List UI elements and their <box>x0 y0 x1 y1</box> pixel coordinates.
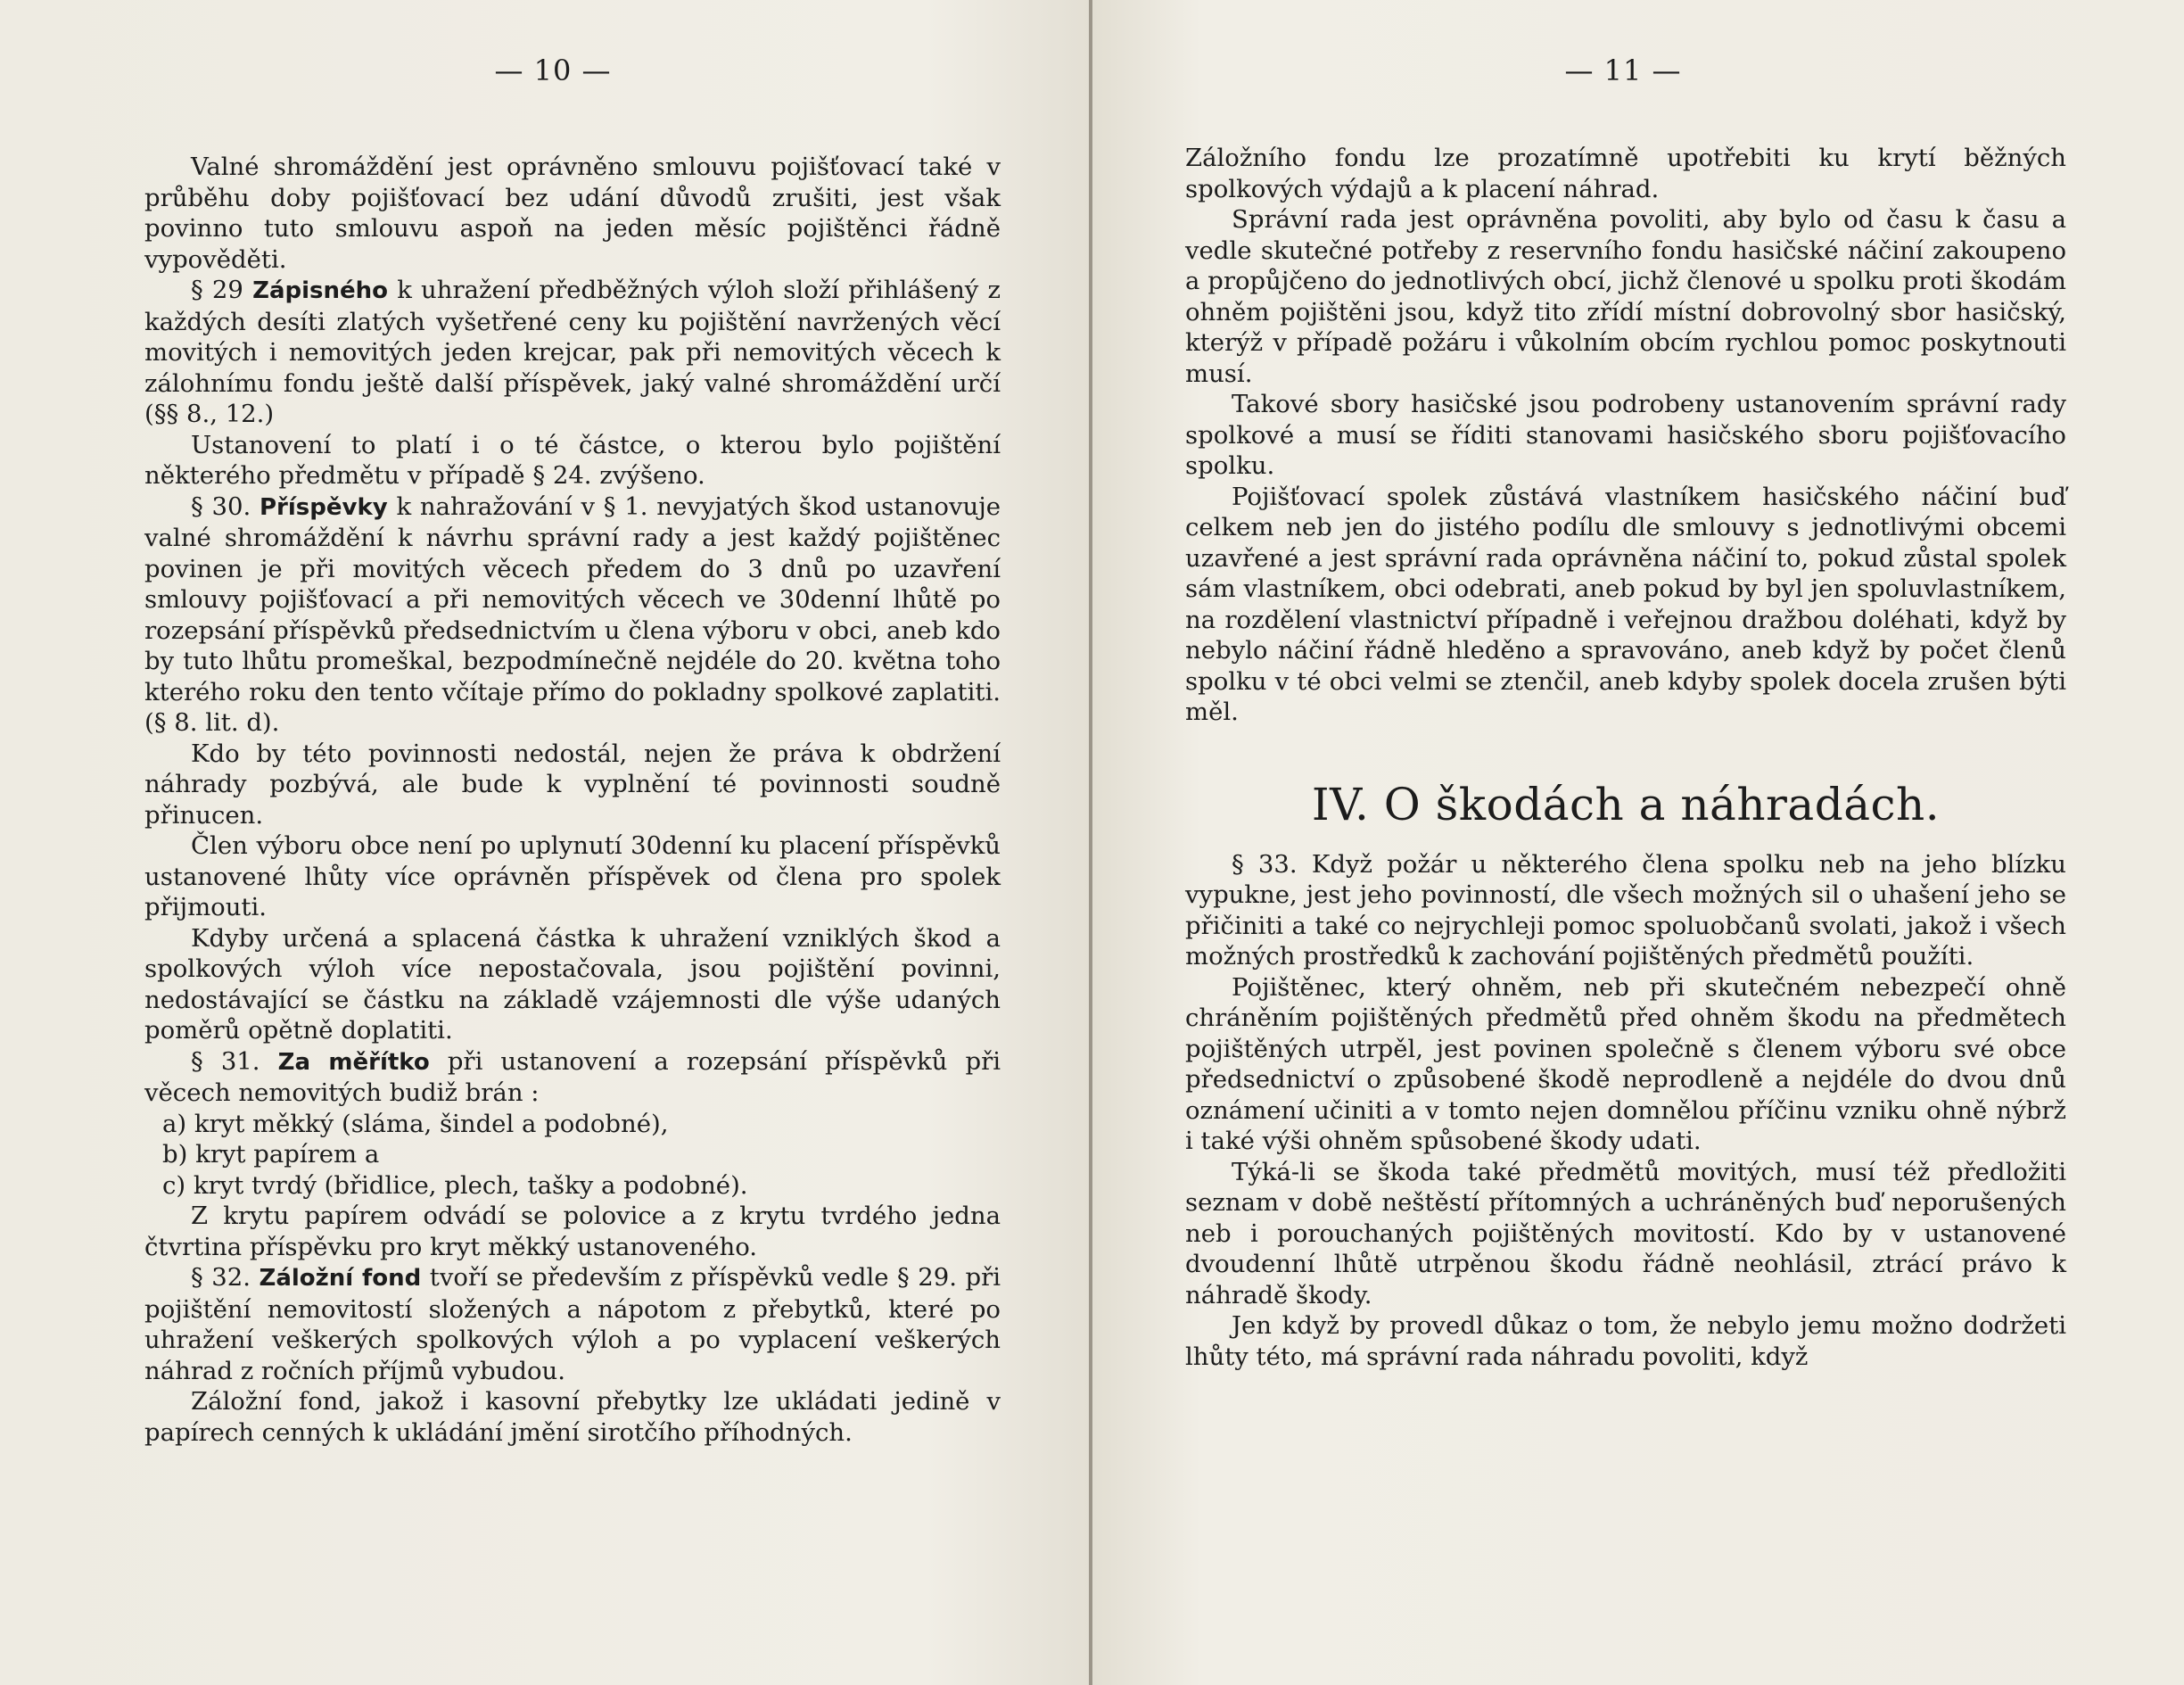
section-number: § 29 <box>191 276 253 304</box>
paragraph-text: při ustanovení a rozepsání příspěvků při věcech nemovitých budiž brán : <box>144 1046 1001 1107</box>
paragraph <box>144 152 1001 275</box>
section-number: § 30. <box>191 491 260 521</box>
paragraph-text: b) kryt papírem a <box>162 1140 380 1169</box>
paragraph-group <box>1185 849 2066 1373</box>
page-body <box>1185 143 2066 1372</box>
paragraph-text: c) kryt tvrdý (břidlice, plech, tašky a podobné). <box>162 1170 748 1200</box>
paragraph-text: Kdo by této povinnosti nedostál, nejen že práva k obdržení náhrady pozbývá, ale bude k vyplnění té povinnosti soudně přinucen. <box>144 739 1001 830</box>
left-page <box>0 0 1090 1685</box>
paragraph-text: Záložní fond, jakož i kasovní přebytky lze ukládati jedině v papírech cenných k ukládání jmění sirotčího příhodných. <box>144 1387 1001 1447</box>
paragraph <box>1185 1157 2066 1311</box>
section-number: § 32. <box>191 1263 260 1292</box>
paragraph-text: Ustanovení to platí i o té částce, o kterou bylo pojištění některého předmětu v případě § 24. zvýšeno. <box>144 430 1001 490</box>
paragraph <box>144 1262 1001 1386</box>
paragraph-text: Člen výboru obce není po uplynutí 30denní ku placení příspěvků ustanovené lhůty více oprávněn příspěvek od člena pro spolek přijmouti. <box>144 831 1001 921</box>
section-keyword: Příspěvky <box>260 493 388 521</box>
page-number: — 10 — <box>494 54 612 87</box>
paragraph-text: Valné shromáždění jest oprávněno smlouvu pojišťovací také v průběhu doby pojišťovací bez udání důvodů zrušiti, jest však povinno tuto smlouvu aspoň na jeden měsíc pojištěnci řádně vypověděti. <box>144 153 1001 274</box>
paragraph <box>144 1170 1001 1202</box>
paragraph <box>144 739 1001 831</box>
paragraph <box>144 1201 1001 1262</box>
paragraph <box>1185 143 2066 204</box>
paragraph <box>144 275 1001 430</box>
paragraph <box>144 923 1001 1046</box>
paragraph-text: a) kryt měkký (sláma, šindel a podobné), <box>162 1109 669 1138</box>
paragraph-text: § 33. Když požár u některého člena spolku neb na jeho blízku vypukne, jest jeho povinností, dle všech možných sil o uhašení jeho se přičiniti a také co nejrychleji pomoc spoluobčanů svolati, jakož i všech možných prostředků k zachování pojištěných předmětů použíti. <box>1185 849 2066 971</box>
paragraph-text: Takové sbory hasičské jsou podrobeny ustanovením správní rady spolkové a musí se říditi stanovami hasičského sboru pojišťovacího spolku. <box>1185 390 2066 480</box>
paragraph-text: Týká-li se škoda také předmětů movitých, musí též předložiti seznam v době neštěstí přítomných a uchráněných buď neporušených neb i porouchaných pojištěných movitostí. Kdo by v ustanovené dvoudenní lhůtě utrpěnou škodu řádně neohlásil, ztrácí právo k náhradě škody. <box>1185 1157 2066 1309</box>
paragraph-group <box>1185 143 2066 728</box>
paragraph <box>1185 1310 2066 1372</box>
section-keyword: Za měřítko <box>277 1048 430 1076</box>
paragraph-text: Záložního fondu lze prozatímně upotřebiti ku krytí běžných spolkových výdajů a k placení náhrad. <box>1185 144 2066 203</box>
paragraph <box>144 491 1001 739</box>
paragraph-text: tvoří se především z příspěvků vedle § 29. při pojištění nemovitostí složených a nápotom z přebytků, které po uhražení veškerých spolkových výloh a po vyplacení veškerých náhrad z ročních příjmů vybudou. <box>144 1263 1001 1385</box>
paragraph-text: Kdyby určená a splacená částka k uhražení vzniklých škod a spolkových výloh více nepostačovala, jsou pojištění povinni, nedostávající se částku na základě vzájemnosti dle výše udaných poměrů opětně doplatiti. <box>144 923 1001 1045</box>
paragraph <box>144 1109 1001 1140</box>
paragraph-text: Jen když by provedl důkaz o tom, že nebylo jemu možno dodržeti lhůty této, má správní rada náhradu povoliti, když <box>1185 1311 2066 1371</box>
paragraph-text: Z krytu papírem odvádí se polovice a z krytu tvrdého jedna čtvrtina příspěvku pro kryt měkký ustanoveného. <box>144 1202 1001 1261</box>
right-page <box>1092 0 2184 1685</box>
paragraph <box>144 1139 1001 1170</box>
section-heading: IV. O škodách a náhradách. <box>1311 778 1941 830</box>
paragraph-text: k nahražování v § 1. nevyjatých škod ustanovuje valné shromáždění k návrhu správní rady a jest každý pojištěnec povinen je při movitých věcech předem do 3 dnů po uzavření smlouvy pojišťovací a při nemovitých věcech ve 30denní lhůtě po rozepsání příspěvků předsednictvím u člena výboru v obci, aneb kdo by tuto lhůtu promeškal, bezpodmínečně nejdéle do 20. května toho kterého roku den tento včítaje přímo do pokladny spolkové zaplatiti. (§ 8. lit. d). <box>144 491 1001 737</box>
paragraph-text: k uhražení předběžných výloh složí přihlášený z každých desíti zlatých vyšetřené ceny ku pojištění navržených věcí movitých i nemovitých jeden krejcar, pak při nemovitých věcech k zálohnímu fondu ještě další příspěvek, jaký valné shromáždění určí (§§ 8., 12.) <box>144 276 1001 428</box>
paragraph <box>1185 204 2066 389</box>
paragraph <box>1185 482 2066 728</box>
paragraph-text: Pojišťovací spolek zůstává vlastníkem hasičského náčiní buď celkem neb jen do jistého podílu dle smlouvy s jednotlivými obcemi uzavřené a jest správní rada oprávněna náčiní to, pokud zůstal spolek sám vlastníkem, obci odebrati, aneb pokud by byl jen spoluvlastníkem, na rozdělení vlastnictví případně i veřejnou dražbou doléhati, když by nebylo náčiní řádně hleděno a spravováno, aneb když by počet členů spolku v té obci velmi se ztenčil, aneb kdyby spolek docela zrušen býti měl. <box>1185 482 2066 726</box>
section-keyword: Záložní fond <box>259 1265 422 1292</box>
paragraph <box>144 1386 1001 1448</box>
page-number: — 11 — <box>1564 54 1682 87</box>
paragraph <box>1185 389 2066 482</box>
section-number: § 31. <box>191 1046 278 1076</box>
page-body <box>144 152 1001 1448</box>
paragraph <box>1185 849 2066 972</box>
paragraph-text: Správní rada jest oprávněna povoliti, aby bylo od času k času a vedle skutečné potřeby z reservního fondu hasičské náčiní zakoupeno a propůjčeno do jednotlivých obcí, jichž členové u spolku proti škodám ohněm pojištěni jsou, když tito zřídí místní dobrovolný sbor hasičský, kterýž v případě požáru i vůkolním obcím rychlou pomoc poskytnouti musí. <box>1185 205 2066 388</box>
paragraph <box>144 430 1001 491</box>
paragraph <box>144 1046 1001 1109</box>
section-keyword: Zápisného <box>252 277 389 304</box>
paragraph <box>144 830 1001 923</box>
paragraph-text: Pojištěnec, který ohněm, neb při skutečném nebezpečí ohně chráněním pojištěných předmětů před ohněm škodu na předmětech pojištěných utrpěl, jest povinen společně s členem výboru své obce předsednictví o způsobené škodě neprodleně a nejdéle do dvou dnů oznámení učiniti a v tomto nejen domnělou příčinu vzniku ohně nýbrž i také výši ohněm spůsobené škody udati. <box>1185 972 2066 1155</box>
paragraph <box>1185 972 2066 1157</box>
